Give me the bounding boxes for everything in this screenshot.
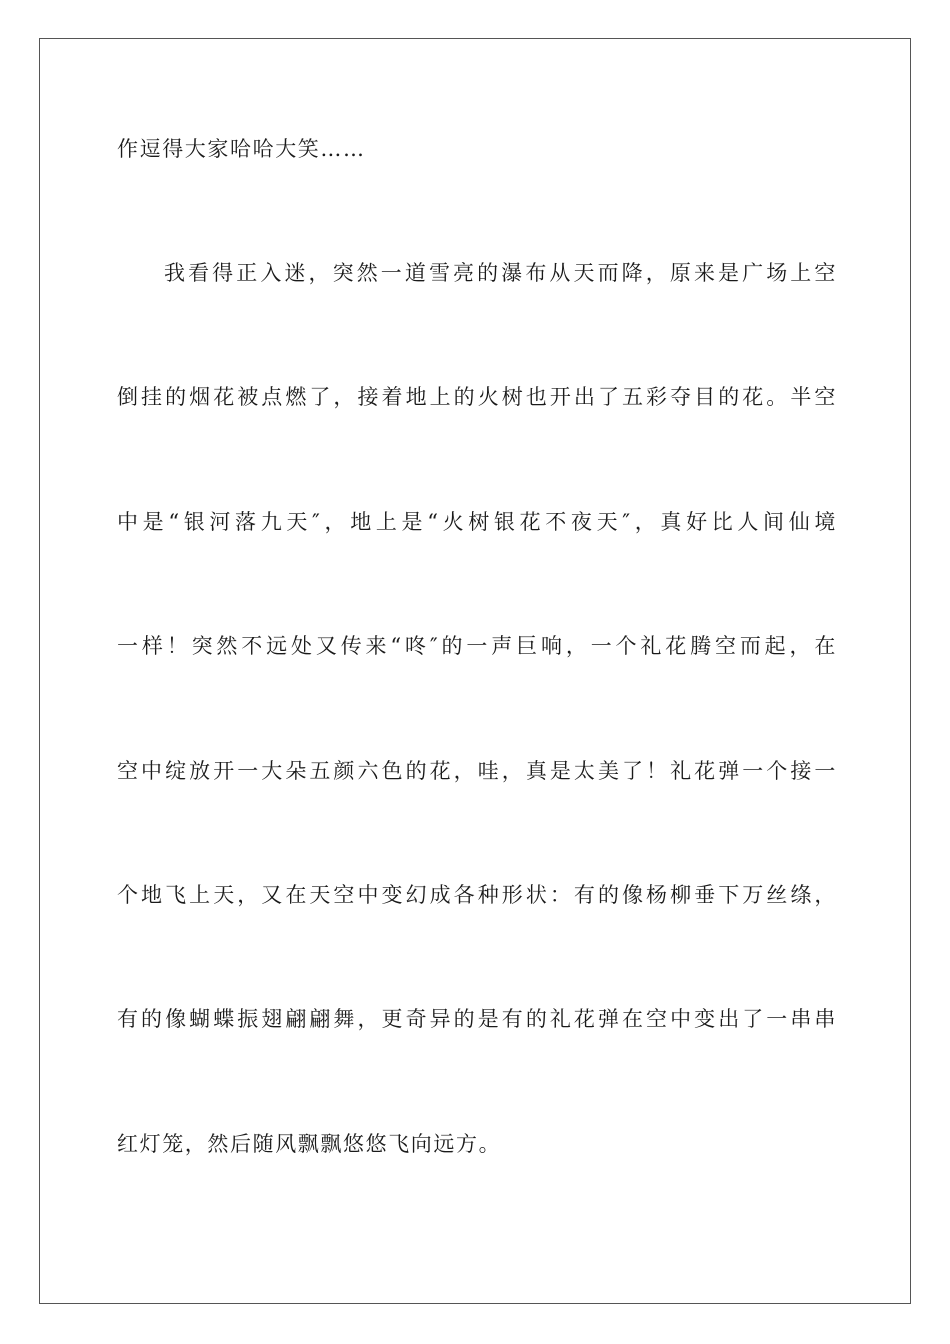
text-line-7: 个地飞上天，又在天空中变幻成各种形状：有的像杨柳垂下万丝绦， (117, 883, 837, 907)
text-line-6: 空中绽放开一大朵五颜六色的花，哇，真是太美了！礼花弹一个接一 (117, 759, 837, 783)
page-border (39, 38, 911, 1304)
text-line-3: 倒挂的烟花被点燃了，接着地上的火树也开出了五彩夺目的花。半空 (117, 385, 837, 409)
text-line-9: 红灯笼，然后随风飘飘悠悠飞向远方。 (117, 1132, 502, 1156)
text-line-5: 一样！突然不远处又传来“咚″的一声巨响，一个礼花腾空而起，在 (117, 634, 837, 658)
text-line-1: 作逗得大家哈哈大笑…… (117, 137, 366, 161)
text-line-4: 中是“银河落九天″，地上是“火树银花不夜天″，真好比人间仙境 (117, 510, 837, 534)
text-line-8: 有的像蝴蝶振翅翩翩舞，更奇异的是有的礼花弹在空中变出了一串串 (117, 1007, 837, 1031)
paragraph-first-line: 我看得正入迷，突然一道雪亮的瀑布从天而降，原来是广场上空 (164, 261, 837, 285)
